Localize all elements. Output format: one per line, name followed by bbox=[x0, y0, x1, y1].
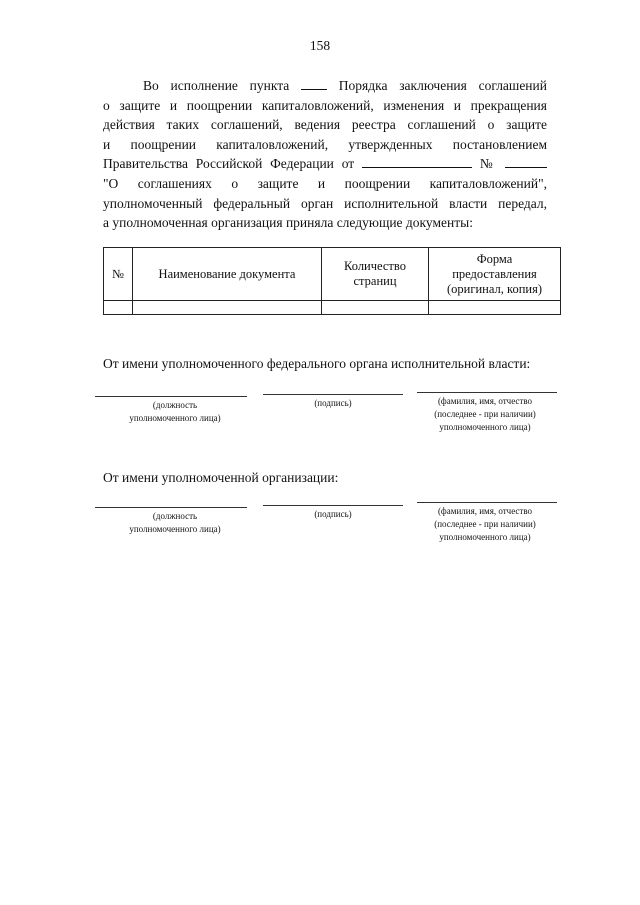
header-pages-count bbox=[322, 248, 429, 301]
federal-position-line[interactable] bbox=[95, 396, 247, 397]
organization-fio-caption bbox=[410, 505, 560, 544]
cell-pages-count[interactable] bbox=[322, 301, 429, 315]
header-form-line-2: предоставления bbox=[452, 266, 537, 281]
header-form bbox=[429, 248, 561, 301]
header-number: № bbox=[104, 248, 133, 301]
table-row bbox=[104, 301, 561, 315]
organization-position-line[interactable] bbox=[95, 507, 247, 508]
organization-signature-caption: (подпись) bbox=[314, 509, 352, 519]
intro-line-2: о защите и поощрении капиталовложений, изменения и прекращения bbox=[103, 97, 547, 113]
organization-position-caption-l1: (должность bbox=[152, 511, 198, 521]
intro-line-5-start: Правительства Российской Федерации от bbox=[103, 156, 355, 172]
cell-document-name[interactable] bbox=[133, 301, 322, 315]
organization-fio-caption-l1: (фамилия, имя, отчество bbox=[437, 506, 533, 516]
decree-date-blank bbox=[362, 156, 472, 168]
intro-line-1 bbox=[103, 76, 547, 96]
organization-position-caption bbox=[100, 510, 250, 536]
documents-table bbox=[103, 247, 561, 315]
header-form-line-3: (оригинал, копия) bbox=[447, 281, 542, 296]
federal-body-section-title: От имени уполномоченного федерального органа исполнительной власти: bbox=[103, 356, 531, 371]
intro-paragraph bbox=[103, 76, 547, 233]
header-form-line-1: Форма bbox=[476, 251, 513, 266]
intro-line-8: а уполномоченная организация приняла следующие документы: bbox=[103, 215, 473, 231]
federal-position-caption-l1: (должность bbox=[152, 400, 198, 410]
cell-form[interactable] bbox=[429, 301, 561, 315]
organization-fio-caption-l3: уполномоченного лица) bbox=[439, 532, 531, 542]
organization-fio-caption-l2: (последнее - при наличии) bbox=[434, 519, 536, 529]
intro-line-3: действия таких соглашений, ведения реестра соглашений о защите bbox=[103, 117, 547, 133]
intro-line-6: "О соглашениях о защите и поощрении капиталовложений", bbox=[103, 175, 547, 191]
intro-line-1-start: Во исполнение пункта bbox=[143, 78, 290, 93]
federal-fio-line[interactable] bbox=[417, 392, 557, 393]
federal-position-caption-l2: уполномоченного лица) bbox=[129, 413, 221, 423]
organization-fio-line[interactable] bbox=[417, 502, 557, 503]
point-number-blank bbox=[301, 78, 327, 90]
federal-fio-caption bbox=[410, 395, 560, 434]
federal-fio-caption-l3: уполномоченного лица) bbox=[439, 422, 531, 432]
organization-position-caption-l2: уполномоченного лица) bbox=[129, 524, 221, 534]
federal-signature-line[interactable] bbox=[263, 394, 403, 395]
federal-fio-caption-l1: (фамилия, имя, отчество bbox=[437, 396, 533, 406]
federal-fio-caption-l2: (последнее - при наличии) bbox=[434, 409, 536, 419]
federal-position-caption bbox=[100, 399, 250, 425]
intro-line-5 bbox=[103, 154, 547, 174]
header-document-name: Наименование документа bbox=[133, 248, 322, 301]
intro-line-7: уполномоченный федеральный орган исполнительной власти передал, bbox=[103, 195, 547, 211]
decree-number-sign: № bbox=[479, 156, 498, 172]
organization-signature-line[interactable] bbox=[263, 505, 403, 506]
organization-section-title: От имени уполномоченной организации: bbox=[103, 470, 339, 485]
intro-line-4: и поощрении капиталовложений, утвержденных постановлением bbox=[103, 136, 547, 152]
intro-line-1-end: Порядка заключения соглашений bbox=[338, 78, 547, 93]
header-pages-line-2: страниц bbox=[353, 274, 397, 288]
federal-signature-caption: (подпись) bbox=[314, 398, 352, 408]
decree-number-blank bbox=[505, 156, 547, 168]
header-pages-line-1: Количество bbox=[344, 259, 406, 273]
page-number: 158 bbox=[309, 38, 331, 53]
cell-number[interactable] bbox=[104, 301, 133, 315]
table-header-row bbox=[104, 248, 561, 301]
